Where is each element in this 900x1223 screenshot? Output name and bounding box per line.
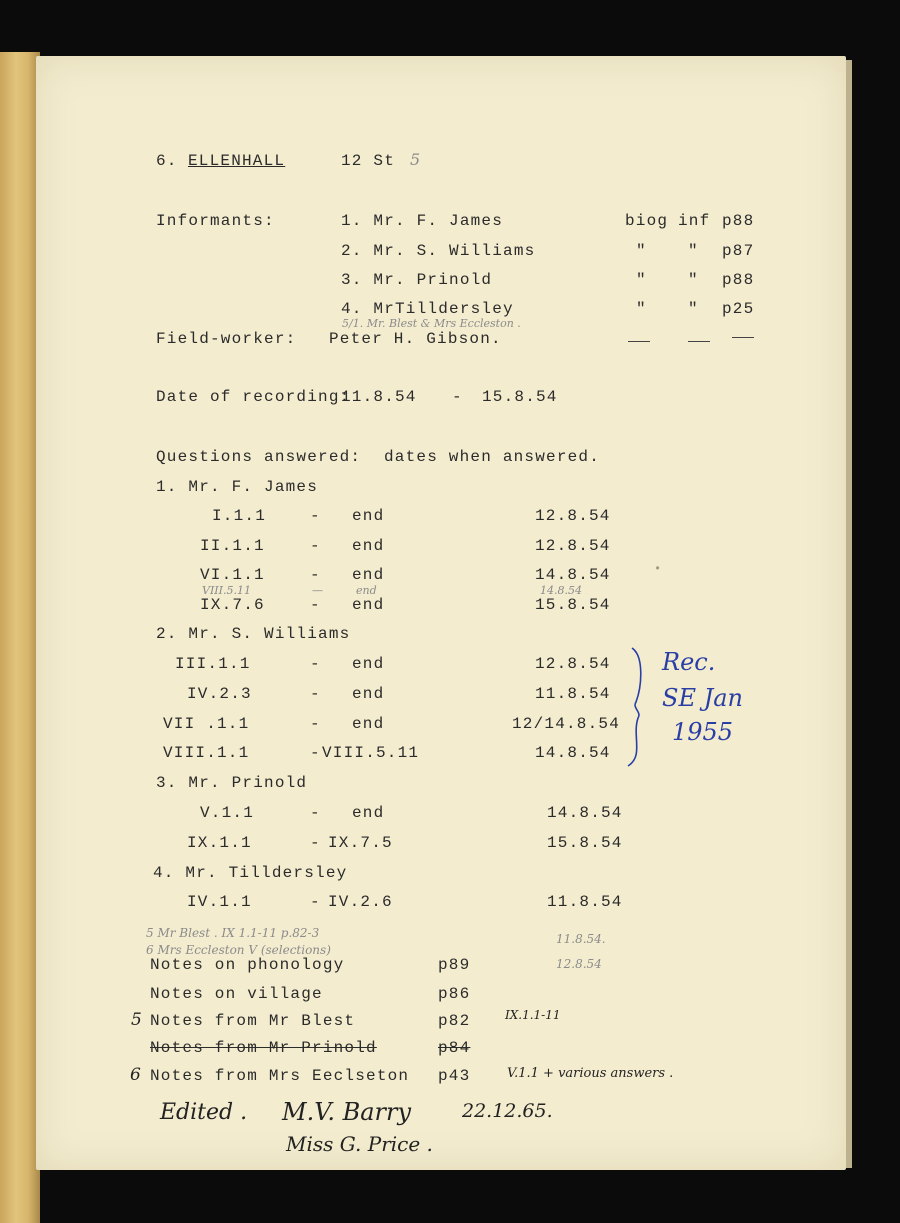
pencil-informant-note: 5/1. Mr. Blest & Mrs Eccleston . (342, 317, 521, 330)
question-date: 15.8.54 (547, 834, 623, 852)
question-date: 14.8.54 (535, 566, 611, 584)
note-label: Notes from Mr Blest (150, 1012, 356, 1030)
note-label: Notes from Mrs Eeclseton (150, 1067, 410, 1085)
informant-ref: " (688, 300, 699, 318)
question-end: end (352, 507, 385, 525)
blue-note-year: 1955 (672, 718, 734, 746)
question-date: 15.8.54 (535, 596, 611, 614)
question-end: IX.7.5 (328, 834, 393, 852)
blue-note-month: SE Jan (662, 684, 743, 712)
question-date: 11.8.54 (547, 893, 623, 911)
question-start: VIII.1.1 (163, 744, 250, 762)
dates-heading: dates when answered. (384, 448, 601, 466)
note-page: p86 (438, 985, 471, 1003)
pencil-extra-5: 5 Mr Blest . IX 1.1-11 p.82-3 (146, 926, 320, 940)
informant-page: p87 (722, 242, 755, 260)
question-sep: - (310, 566, 321, 584)
question-start: IV.2.3 (187, 685, 252, 703)
edited-date: 22.12.65. (462, 1100, 553, 1122)
question-start: IV.1.1 (187, 893, 252, 911)
question-sep: - (310, 537, 321, 555)
binder-edge (0, 52, 40, 1223)
question-end: end (352, 655, 385, 673)
question-start: I.1.1 (212, 507, 267, 525)
question-start: II.1.1 (200, 537, 265, 555)
question-date: 12.8.54 (535, 655, 611, 673)
informant-ref: " (688, 271, 699, 289)
pencil-question-sep: — (312, 584, 323, 597)
informant-name: 3. Mr. Prinold (341, 271, 493, 289)
pencil-extra-date-5: 11.8.54. (556, 932, 606, 946)
pencil-dash (732, 337, 754, 338)
informant-name: 4. MrTilldersley (341, 300, 514, 318)
question-sep: - (310, 685, 321, 703)
informant-name: 2. Mr. S. Williams (341, 242, 536, 260)
pencil-dash (628, 341, 650, 342)
page-edge (846, 60, 852, 1168)
edited-label: Edited . (160, 1100, 248, 1125)
informants-label: Informants: (156, 212, 275, 230)
stray-mark: • (654, 562, 662, 576)
informant-ref: " (636, 242, 647, 260)
question-start: IX.1.1 (187, 834, 252, 852)
group-informant: 3. Mr. Prinold (156, 774, 308, 792)
informant-page: p25 (722, 300, 755, 318)
grid-mark: 5 (410, 150, 421, 169)
question-date: 12.8.54 (535, 537, 611, 555)
question-sep: - (310, 507, 321, 525)
pencil-question-end: end (356, 584, 377, 597)
informant-name: 1. Mr. F. James (341, 212, 504, 230)
fieldworker-label: Field-worker: (156, 330, 297, 348)
note-page: p43 (438, 1067, 471, 1085)
informant-ref: biog (625, 212, 669, 230)
question-start: III.1.1 (175, 655, 251, 673)
pencil-question-start: VIII.5.11 (202, 584, 251, 597)
question-start: IX.7.6 (200, 596, 265, 614)
informant-page: p88 (722, 212, 755, 230)
question-sep: - (310, 655, 321, 673)
editor-signature: M.V. Barry (282, 1098, 412, 1126)
note-page: p82 (438, 1012, 471, 1030)
note-label: Notes on phonology (150, 956, 345, 974)
note-label: Notes on village (150, 985, 323, 1003)
date-to: 15.8.54 (482, 388, 558, 406)
pencil-question-date: 14.8.54 (540, 584, 582, 597)
question-end: end (352, 566, 385, 584)
date-label: Date of recording: (156, 388, 351, 406)
note-page-struck: p84 (438, 1039, 471, 1057)
question-start: V.1.1 (200, 804, 255, 822)
question-sep: - (310, 715, 321, 733)
second-signature: Miss G. Price . (286, 1132, 433, 1156)
note-prefix: 5 (131, 1010, 142, 1030)
question-sep: - (310, 596, 321, 614)
question-end: end (352, 715, 385, 733)
informant-ref: " (636, 300, 647, 318)
informant-page: p88 (722, 271, 755, 289)
question-date: 14.8.54 (535, 744, 611, 762)
note-prefix: 6 (130, 1065, 141, 1085)
question-date: 14.8.54 (547, 804, 623, 822)
date-separator: - (452, 388, 463, 406)
pencil-extra-6: 6 Mrs Eccleston V (selections) (146, 943, 331, 957)
question-sep: - (310, 893, 321, 911)
question-sep: - (310, 804, 321, 822)
question-end: IV.2.6 (328, 893, 393, 911)
question-sep: - (310, 834, 321, 852)
note-label-struck: Notes from Mr Prinold (150, 1039, 377, 1057)
question-sep: - (310, 744, 321, 762)
group-informant: 2. Mr. S. Williams (156, 625, 351, 643)
blue-bracket (622, 646, 646, 770)
question-start: VII .1.1 (163, 715, 250, 733)
question-date: 12/14.8.54 (512, 715, 621, 733)
informant-ref: " (688, 242, 699, 260)
question-end: end (352, 596, 385, 614)
pencil-dash (688, 341, 710, 342)
question-date: 11.8.54 (535, 685, 611, 703)
question-end: end (352, 685, 385, 703)
note-page: p89 (438, 956, 471, 974)
group-informant: 1. Mr. F. James (156, 478, 319, 496)
group-informant: 4. Mr. Tilldersley (153, 864, 348, 882)
pencil-extra-date-6: 12.8.54 (556, 957, 602, 971)
note-annotation: IX.1.1-11 (505, 1008, 561, 1022)
note-annotation: V.1.1 + various answers . (507, 1066, 674, 1081)
fieldworker-name: Peter H. Gibson. (329, 330, 502, 348)
question-end: VIII.5.11 (322, 744, 420, 762)
questions-heading: Questions answered: (156, 448, 362, 466)
grid-reference: 12 St (341, 152, 396, 170)
question-end: end (352, 537, 385, 555)
blue-note-rec: Rec. (662, 648, 716, 676)
question-start: VI.1.1 (200, 566, 265, 584)
informant-ref: inf (678, 212, 711, 230)
locality-name: ELLENHALL (188, 152, 286, 170)
question-end: end (352, 804, 385, 822)
informant-ref: " (636, 271, 647, 289)
locality-number: 6. (156, 152, 178, 170)
question-date: 12.8.54 (535, 507, 611, 525)
date-from: 11.8.54 (341, 388, 417, 406)
